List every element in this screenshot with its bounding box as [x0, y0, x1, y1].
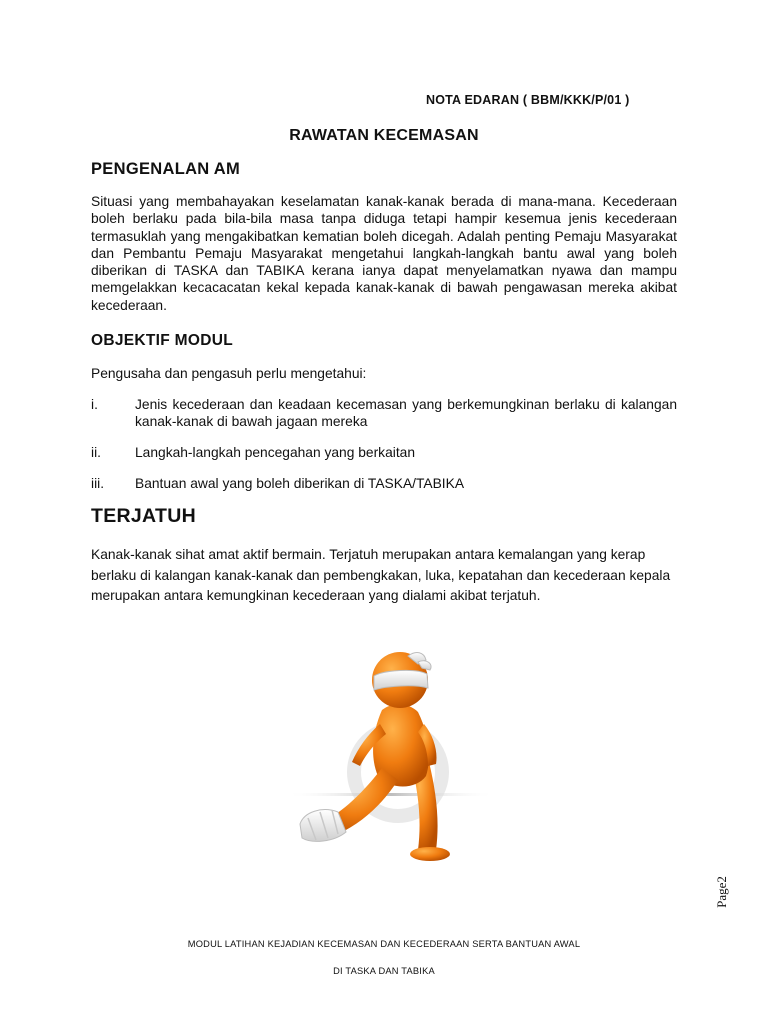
list-item: [91, 475, 677, 492]
footer-line-2: DI TASKA DAN TABIKA: [333, 966, 435, 976]
list-item-number: i.: [91, 397, 98, 412]
section-heading-objective: OBJEKTIF MODUL: [91, 332, 233, 349]
injured-figure-illustration: [286, 640, 496, 880]
section-heading-fall: TERJATUH: [91, 505, 196, 527]
circular-reference: NOTA EDARAN ( BBM/KKK/P/01 ): [426, 93, 630, 107]
section-heading-intro: PENGENALAN AM: [91, 160, 241, 178]
list-item: [91, 396, 677, 430]
list-item-number: iii.: [91, 476, 105, 491]
footer-line-1: MODUL LATIHAN KEJADIAN KECEMASAN DAN KECEDERAAN SERTA BANTUAN AWAL: [187, 939, 581, 949]
page-number: [714, 872, 736, 908]
page-title: RAWATAN KECEMASAN: [289, 127, 479, 144]
objective-lead: Pengusaha dan pengasuh perlu mengetahui:: [91, 366, 367, 381]
list-item-number: ii.: [91, 445, 101, 460]
page-number-label: Page2: [713, 876, 729, 908]
list-item-text: Jenis kecederaan dan keadaan kecemasan yang berkemungkinan berlaku di kalangan kanak-kanak di bawah jagaan mereka: [135, 397, 677, 429]
objective-list: [91, 396, 677, 492]
list-item-text: Bantuan awal yang boleh diberikan di TASKA/TABIKA: [135, 476, 465, 491]
intro-paragraph: Situasi yang membahayakan keselamatan kanak-kanak berada di mana-mana. Kecederaan boleh berlaku pada bila-bila masa tanpa diduga tetapi hampir kesemua jenis kecederaan termasuklah yang mengakibatkan kematian boleh dicegah. Adalah penting Pemaju Masyarakat dan Pembantu Pemaju Masyarakat mengetahui langkah-langkah bantu awal yang boleh diberikan di TASKA dan TABIKA kerana ianya dapat menyelamatkan nyawa dan mampu memgelakkan kecacacatan kekal kepada kanak-kanak di bawah pengawasan mereka akibat kecederaan.: [91, 194, 677, 313]
list-item-text: Langkah-langkah pencegahan yang berkaitan: [135, 445, 415, 460]
list-item: [91, 444, 677, 461]
fall-paragraph: Kanak-kanak sihat amat aktif bermain. Terjatuh merupakan antara kemalangan yang kerap berlaku di kalangan kanak-kanak dan pembengkakan, luka, kepatahan dan kecederaan kepala merupakan antara kemungkinan kecederaan yang dialami akibat terjatuh.: [91, 547, 671, 603]
